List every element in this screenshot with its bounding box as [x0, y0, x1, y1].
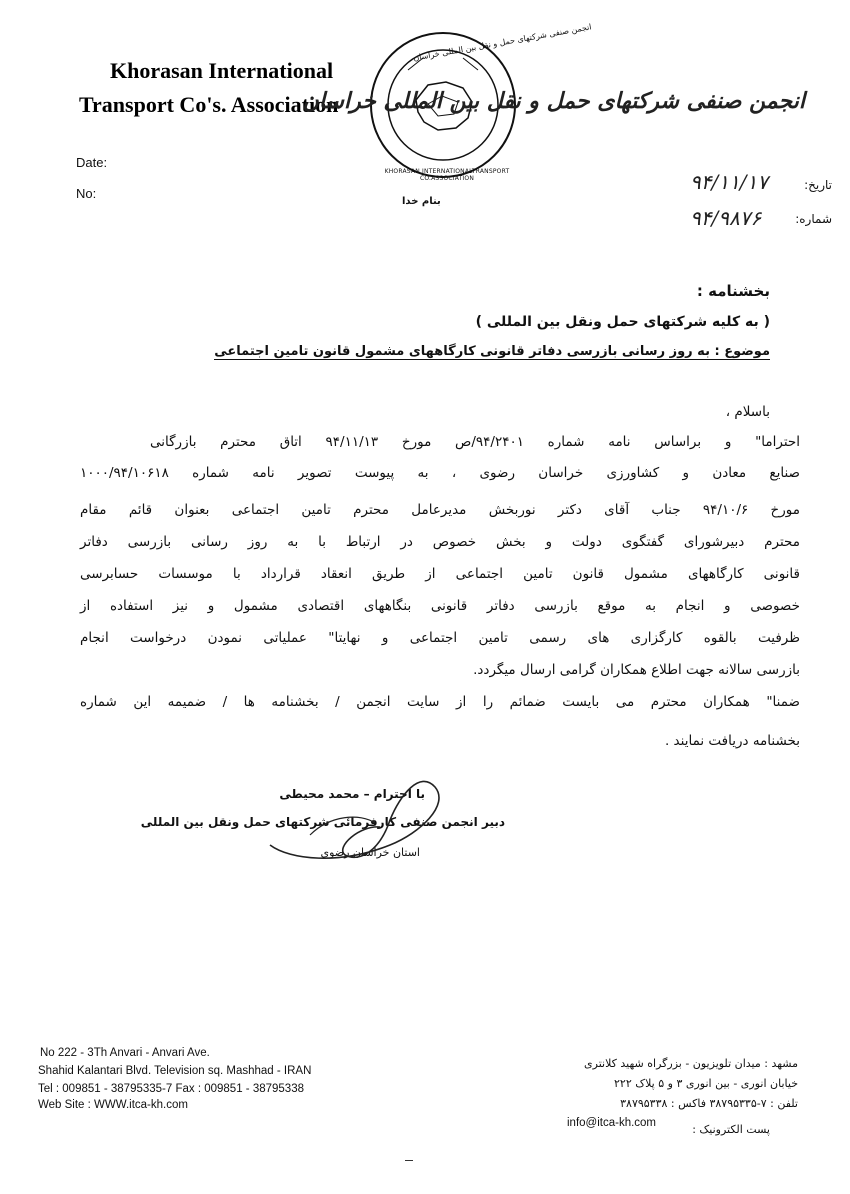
body-line-1: احتراما" و براساس نامه شماره ۹۴/۲۴۰۱/ص مورخ ۹۴/۱۱/۱۳ اتاق محترم بازرگانی — [150, 434, 800, 450]
signature-position: دبیر انجمن صنفی کارفرمائی شرکتهای حمل ونقل بین المللی — [140, 815, 505, 829]
body-line-4: محترم دبیرشورای گفتگوی دولت و بخش خصوص در ارتباط با به روز رسانی بازرسی دفاتر — [80, 534, 800, 550]
logo-ring-text: KHORASAN INTERNATIONALTRANSPORT CO.ASSOCIATION — [384, 168, 510, 182]
footer-en-web: Web Site : WWW.itca-kh.com — [38, 1099, 188, 1111]
english-name-line1: Khorasan International — [110, 58, 334, 83]
persian-number-value: ۹۴/۹۸۷۶ — [690, 206, 762, 230]
circular-subject: موضوع : به روز رسانی بازرسی دفاتر قانونی کارگاههای مشمول قانون تامین اجتماعی — [214, 344, 770, 359]
english-name-line2: Transport Co's. Association — [79, 92, 339, 117]
footer-en-address1: No 222 - 3Th Anvari - Anvari Ave. — [40, 1047, 210, 1059]
number-label: No: — [76, 186, 97, 201]
date-label: Date: — [76, 155, 108, 170]
footer-fa-address1: مشهد : میدان تلویزیون - بزرگراه شهید کلانتری — [584, 1057, 798, 1070]
signature-closing: با احترام – محمد محیطی — [279, 787, 425, 801]
body-line-6: خصوصی و انجام به موقع بازرسی دفاتر قانونی بنگاههای اقتصادی مشمول و نیز استفاده از — [80, 598, 800, 614]
body-line-5: قانونی کارگاههای مشمول قانون تامین اجتماعی از طریق انعقاد قرارداد با موسسات حسابرسی — [80, 566, 800, 582]
footer-en-address2: Shahid Kalantari Blvd. Television sq. Mashhad - IRAN — [38, 1065, 312, 1077]
greeting: باسلام ، — [725, 404, 770, 420]
persian-date-value: ۹۴/۱۱/۱۷ — [690, 170, 768, 194]
body-line-8: بازرسی سالانه جهت اطلاع همکاران گرامی ارسال میگردد. — [473, 662, 800, 678]
circular-title: بخشنامه : — [696, 282, 770, 300]
footer-fa-address2: خیابان انوری - بین انوری ۳ و ۵ پلاک ۲۲۲ — [614, 1077, 798, 1090]
bismillah: بنام خدا — [402, 196, 441, 207]
footer-email: info@itca-kh.com — [567, 1117, 657, 1129]
handwritten-signature-icon — [250, 765, 460, 870]
body-line-10: بخشنامه دریافت نمایند . — [664, 733, 800, 749]
page-mark — [405, 1160, 413, 1161]
persian-name: انجمن صنفی شرکتهای حمل و نقل بین المللی خراسان — [302, 88, 805, 114]
persian-date-label: تاریخ: — [804, 178, 832, 192]
circular-recipients: ( به کلیه شرکتهای حمل ونقل بین المللی ) — [475, 314, 770, 330]
footer-en-tel: Tel : 009851 - 38795335-7 Fax : 009851 - 38795338 — [38, 1083, 304, 1095]
body-line-2: صنایع معادن و کشاورزی خراسان رضوی ، به پیوست تصویر نامه شماره ۱۰۰۰/۹۴/۱۰۶۱۸ — [80, 465, 800, 481]
signature-province: استان خراسان رضوی — [320, 846, 420, 859]
footer-fa-tel: تلفن : ۷-۳۸۷۹۵۳۳۵ فاکس : ۳۸۷۹۵۳۳۸ — [620, 1097, 798, 1110]
body-line-9: ضمنا" همکاران محترم می بایست ضمائم را از سایت انجمن / بخشنامه ها / ضمیمه این شماره — [80, 694, 800, 710]
logo-top-text: انجمن صنفی شرکتهای حمل و نقل بین المللی خراسان — [412, 22, 593, 63]
footer-fa-email-label: پست الکترونیک : — [692, 1123, 770, 1136]
body-line-3: مورخ ۹۴/۱۰/۶ جناب آقای دکتر نوربخش مدیرعامل محترم تامین اجتماعی بعنوان قائم مقام — [80, 502, 800, 518]
body-line-7: ظرفیت بالقوه کارگزاری های رسمی تامین اجتماعی و نهایتا" عملیاتی نمودن درخواست انجام — [80, 630, 800, 646]
persian-number-label: شماره: — [795, 212, 832, 226]
